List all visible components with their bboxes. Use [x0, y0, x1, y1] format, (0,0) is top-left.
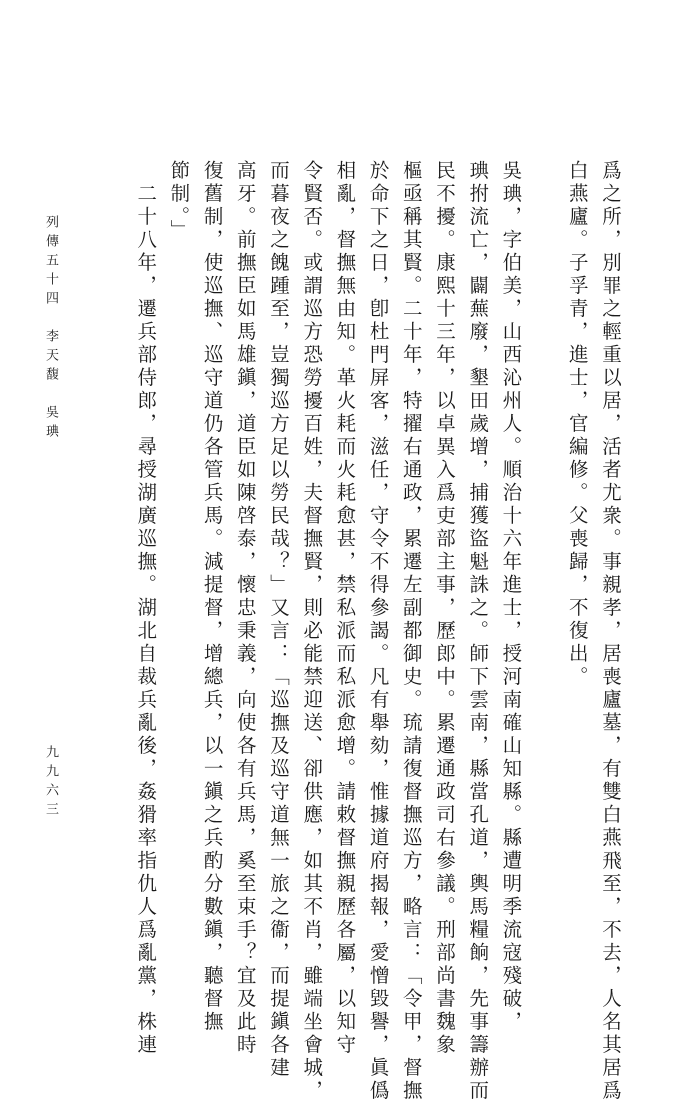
text-column: 琠拊流亡，闢蕪廢，墾田歲增，捕獲盜魁誅之。師下雲南，縣當孔道，輿馬糧餉，先事籌辦而	[466, 160, 490, 1103]
text-column: 二十八年，遷兵部侍郎，尋授湖廣巡撫。湖北自裁兵亂後，姦猾率指仇人爲亂黨，株連	[134, 160, 158, 1057]
text-column: 民不擾。康熙十三年，以卓異入爲吏部主事，歷郎中。累遷通政司右參議。刑部尚書魏象	[433, 160, 456, 1057]
text-column: 於命下之日，卽杜門屏客，滋任，守令不得參謁。凡有舉劾，惟據道府揭報，愛憎毀譽，眞僞	[366, 160, 390, 1103]
text-column: 高牙。前撫臣如馬雄鎭，道臣如陳啓泰，懷忠秉義，向使各有兵馬，奚至束手？宜及此時	[233, 160, 257, 1057]
running-header: 列傳五十四 李天馥 吳琠	[43, 215, 58, 443]
text-column: 相亂，督撫無由知。革火耗而火耗愈甚，禁私派而私派愈增。請敕督撫親歷各屬，以知守	[333, 160, 357, 1057]
text-column: 令賢否。或謂巡方恐勞擾百姓，夫督撫賢，則必能禁迎送、卻供應，如其不肖，雖端坐會城，	[300, 160, 324, 1103]
text-column: 白燕廬。子孚青，進士，官編修。父喪歸，不復出。	[565, 160, 589, 689]
page-number: 九九六三	[43, 745, 58, 821]
text-column: 節制。」	[167, 160, 191, 243]
text-column: 樞亟稱其賢。二十年，特擢右通政，累遷左副都御史。琉請復督撫巡方，略言：「令甲，督撫	[399, 160, 423, 1103]
text-column: 而暮夜之餽踵至，豈獨巡方足以勞民哉？」又言：「巡撫及巡守道無一旅之衞，而提鎭各建	[267, 160, 290, 1080]
text-column: 復舊制，使巡撫、巡守道仍各管兵馬。減提督，增總兵，以一鎭之兵酌分數鎭，聽督撫	[200, 160, 224, 1034]
text-column: 爲之所，別罪之輕重以居，活者尤衆。事親孝，居喪廬墓，有雙白燕飛至，不去，人名其居爲	[599, 160, 622, 1103]
text-column: 吳琠，字伯美，山西沁州人。順治十六年進士，授河南確山知縣。縣遭明季流寇殘破，	[499, 160, 523, 1034]
